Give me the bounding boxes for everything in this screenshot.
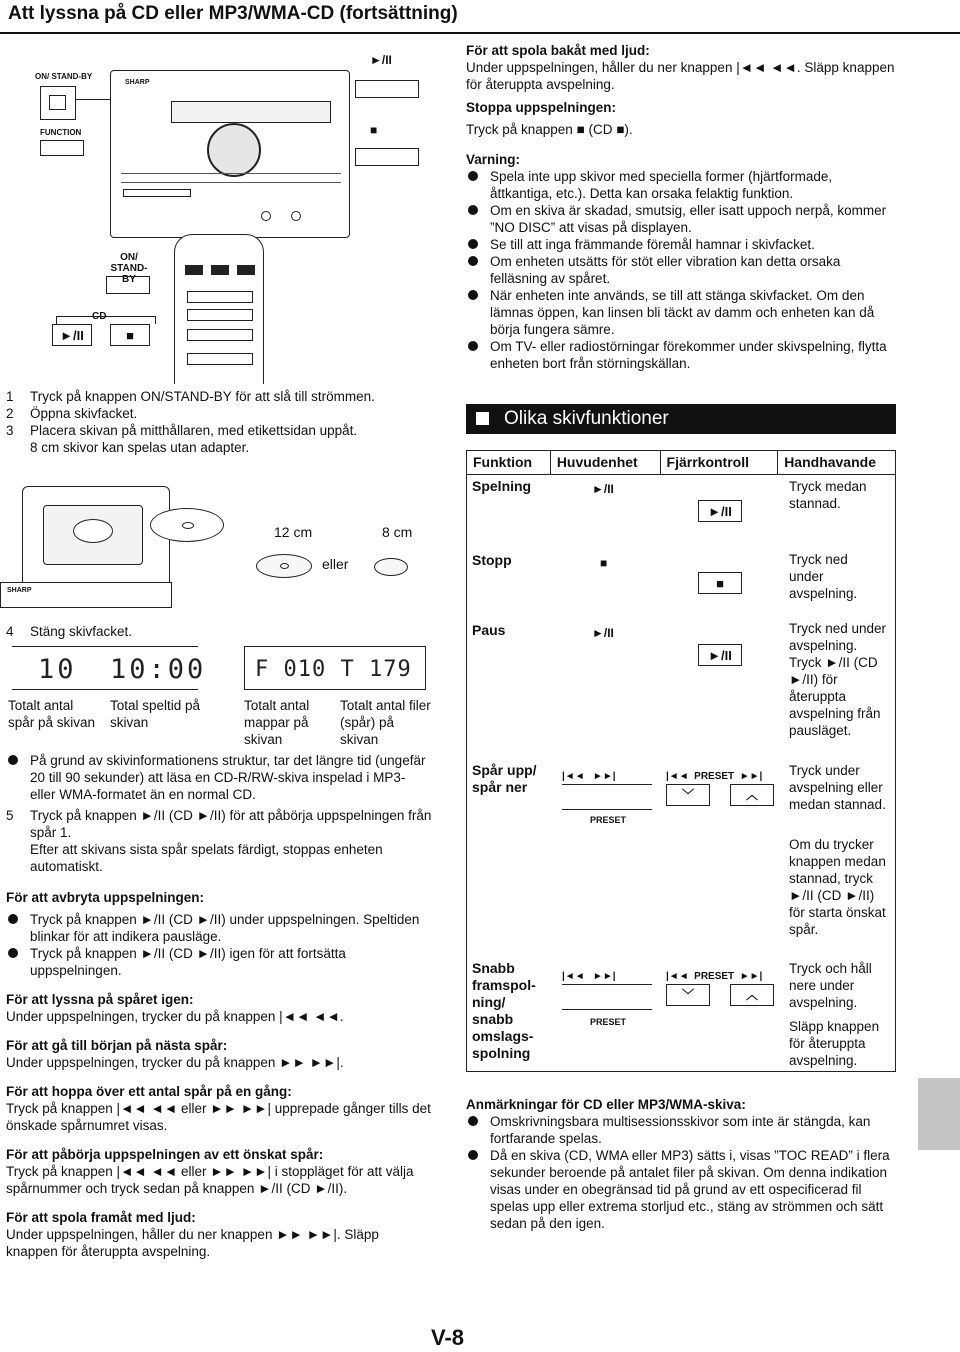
function-table <box>466 450 896 1072</box>
section-title: Olika skivfunktioner <box>504 408 669 429</box>
step-5 <box>6 807 434 841</box>
brand-logo-2: SHARP <box>7 587 32 594</box>
remote-play-button[interactable]: ►/II <box>52 324 92 346</box>
skip-text: Tryck på knappen |◄◄ ◄◄ eller ►► ►►| upprepade gånger tills det önskade spårnumret visas. <box>6 1101 431 1133</box>
title-rule <box>0 32 960 34</box>
display-tracks-value: 10 <box>38 654 77 685</box>
stop-text: Tryck på knappen ■ (CD ■). <box>466 122 633 137</box>
row-pause-func: Paus <box>472 622 506 638</box>
step-number: 3 <box>6 423 14 438</box>
display-caption-3: Totalt antal mappar på skivan <box>244 698 310 747</box>
step-3 <box>6 422 446 439</box>
step-3-note: 8 cm skivor kan spelas utan adapter. <box>30 440 250 455</box>
step-text: Öppna skivfacket. <box>30 406 138 421</box>
row-stop-remote-button: ■ <box>698 572 742 594</box>
row-fast-func: Snabb framspol- ning/ snabb omslags- spolning <box>472 960 536 1061</box>
forward-heading: För att spola framåt med ljud: <box>6 1210 196 1225</box>
row-skip-func: Spår upp/ spår ner <box>472 762 537 795</box>
main-unit <box>110 70 350 238</box>
repeat-heading: För att lyssna på spåret igen: <box>6 992 194 1007</box>
unit-top-open <box>22 486 170 596</box>
forward-text: Under uppspelningen, håller du ner knappen ►► ►►|. Släpp knappen för återuppta avspelning. <box>6 1227 379 1259</box>
row-skip-remote: |◄◄ PRESET ►►| <box>666 771 763 782</box>
section-thumb-tab <box>918 1078 960 1150</box>
repeat-text: Under uppspelningen, trycker du på knappen |◄◄ ◄◄. <box>6 1009 344 1024</box>
remote-key-row-4 <box>187 353 253 365</box>
figure-unit-remote <box>30 44 450 384</box>
disc-12cm <box>256 554 312 578</box>
unit-slot-callout <box>355 80 419 98</box>
row-skip-remote-up: ︿ <box>730 784 774 806</box>
start-track-heading: För att påbörja uppspelningen av ett önskat spår: <box>6 1147 324 1162</box>
remote-key-row-1 <box>187 291 253 303</box>
warning-item: Om en skiva är skadad, smutsig, eller isatt uppoch nerpå, kommer ”NO DISC” att visas på displayen. <box>466 202 896 236</box>
notes-block <box>466 1096 896 1232</box>
step-2 <box>6 405 446 422</box>
step-text: Tryck på knappen ON/STAND-BY för att slå till strömmen. <box>30 389 375 404</box>
warning-item: När enheten inte används, se till att stänga skivfacket. Om den lämnas öppen, kan linsen bli täckt av damm och enheten kan då börja fungera sämre. <box>466 287 896 338</box>
function-label: FUNCTION <box>40 128 82 137</box>
display-caption-2: Total speltid på skivan <box>110 698 201 730</box>
row-pause-main: ►/II <box>592 626 614 640</box>
steps-1-3 <box>6 388 446 456</box>
disc-8cm <box>374 558 408 576</box>
figure-disc-loading <box>0 478 460 618</box>
size-8cm-label: 8 cm <box>382 524 413 540</box>
row-stop-func: Stopp <box>472 552 512 568</box>
table-header-row <box>467 451 896 475</box>
size-12cm-label: 12 cm <box>274 524 313 540</box>
unit-play-label: ►/II <box>370 53 392 67</box>
warning-heading: Varning: <box>466 152 521 167</box>
row-fast-main-preset: PRESET <box>590 1017 627 1027</box>
warning-item: Spela inte upp skivor med speciella former (hjärtformade, åttkantiga, etc.). Detta kan orsaka felaktig funktion. <box>466 168 896 202</box>
warning-item: Om TV- eller radiostörningar förekommer under skivspelning, flytta enheten bort från störningskällan. <box>466 338 896 372</box>
on-standby-label: ON/ STAND-BY <box>35 72 93 81</box>
row-fast-op2: Släpp knappen för återuppta avspelning. <box>789 1019 880 1068</box>
row-stop-op: Tryck ned under avspelning. <box>789 552 858 601</box>
warning-item: Se till att inga främmande föremål hamnar i skivfacket. <box>466 236 896 253</box>
volume-knob <box>207 123 261 177</box>
th-main-unit: Huvudenhet <box>550 451 660 475</box>
remote-control <box>174 234 264 384</box>
row-pause-remote-button: ►/II <box>698 644 742 666</box>
notes-heading: Anmärkningar för CD eller MP3/WMA-skiva: <box>466 1097 746 1112</box>
section-header <box>466 404 896 434</box>
unit-slot-callout-2 <box>355 148 419 166</box>
row-play-remote-button: ►/II <box>698 500 742 522</box>
row-play-main: ►/II <box>592 482 614 496</box>
backward-heading: För att spola bakåt med ljud: <box>466 43 650 58</box>
row-skip-main: |◄◄ ►►| <box>562 771 616 782</box>
interrupt-heading: För att avbryta uppspelningen: <box>6 890 205 905</box>
display-panel-1 <box>12 646 207 690</box>
unit-control-row <box>121 173 341 183</box>
row-stop-main: ■ <box>600 556 608 570</box>
row-skip-main-preset: PRESET <box>590 815 627 825</box>
remote-cd-label: CD <box>92 311 107 322</box>
remote-cd-bracket <box>56 316 156 324</box>
disc-on-tray <box>73 519 113 543</box>
remote-on-standby-label: ON/ STAND-BY <box>110 252 148 285</box>
display-panel-2 <box>244 646 426 690</box>
row-fast-remote-up: ︿ <box>730 984 774 1006</box>
warning-item: Om enheten utsätts för stöt eller vibration kan detta orsaka felläsning av spåret. <box>466 253 896 287</box>
row-play-op: Tryck medan stannad. <box>789 479 867 511</box>
on-standby-callout <box>40 86 76 120</box>
step-number: 4 <box>6 624 14 639</box>
row-fast-op: Tryck och håll nere under avspelning. <box>789 961 872 1010</box>
th-function: Funktion <box>467 451 551 475</box>
row-skip-remote-down: ﹀ <box>666 784 710 806</box>
unit-front <box>0 582 172 608</box>
step-text: Placera skivan på mitthållaren, med etikettsidan uppåt. <box>30 423 358 438</box>
notes-item: Omskrivningsbara multisessionsskivor som inte är stängda, kan fortfarande spelas. <box>466 1113 896 1147</box>
step-1 <box>6 388 446 405</box>
next-text: Under uppspelningen, trycker du på knappen ►► ►►|. <box>6 1055 344 1070</box>
stop-heading: Stoppa uppspelningen: <box>466 100 616 115</box>
remote-on-standby-button[interactable] <box>106 276 150 294</box>
notes-item: Då en skiva (CD, WMA eller MP3) sätts i, visas ”TOC READ” i flera sekunder beroende på antalet filer på skivan. Om denna indikation visas under en obegränsad tid på grund av ett ospecificerad fil spelas upp eller extrema storljud etc., stäng av strömmen och sätt sedan på den igen. <box>466 1147 896 1232</box>
row-skip-op2: Om du trycker knappen medan stannad, tryck ►/II (CD ►/II) för starta önskat spår. <box>789 837 886 937</box>
step-text: Tryck på knappen ►/II (CD ►/II) för att påbörja uppspelningen från spår 1. <box>30 808 432 840</box>
th-operation: Handhavande <box>778 451 896 475</box>
remote-key-row-2 <box>187 309 253 321</box>
interrupt-bullet-2: Tryck på knappen ►/II (CD ►/II) igen för att fortsätta uppspelningen. <box>6 945 434 979</box>
unit-jack-1 <box>261 211 271 221</box>
row-fast-main-buttons <box>562 984 652 1010</box>
display-folders-files-value: F 010 T 179 <box>255 657 412 682</box>
step-number: 5 <box>6 808 14 823</box>
page-number: V-8 <box>431 1325 465 1350</box>
unit-slot <box>123 189 191 197</box>
row-pause-op: Tryck ned under avspelning. Tryck ►/II (CD ►/II) för återuppta avspelning från pausläget. <box>789 621 887 738</box>
or-label: eller <box>322 556 349 572</box>
row-skip-main-buttons <box>562 784 652 810</box>
mp3-note: På grund av skivinformationens struktur, tar det längre tid (ungefär 20 till 90 sekunder) att läsa en CD-R/RW-skiva inspelad i MP3- eller WMA-formatet än en normal CD. <box>6 752 434 803</box>
row-skip-op: Tryck under avspelning eller medan stannad. <box>789 763 886 812</box>
row-fast-remote: |◄◄ PRESET ►►| <box>666 971 763 982</box>
row-play-func: Spelning <box>472 478 532 494</box>
unit-display <box>171 101 331 123</box>
brand-logo: SHARP <box>125 79 150 86</box>
interrupt-bullet-1: Tryck på knappen ►/II (CD ►/II) under uppspelningen. Speltiden blinkar för att indikera pausläge. <box>6 911 434 945</box>
step-number: 1 <box>6 389 14 404</box>
step-4 <box>6 623 446 640</box>
page-title: Att lyssna på CD eller MP3/WMA-CD (fortsättning) <box>8 3 458 24</box>
start-track-text: Tryck på knappen |◄◄ ◄◄ eller ►► ►►| i stoppläget för att välja spårnummer och tryck sedan på knappen ►/II (CD ►/II). <box>6 1164 414 1196</box>
row-fast-remote-down: ﹀ <box>666 984 710 1006</box>
right-text-column <box>466 42 896 372</box>
skip-heading: För att hoppa över ett antal spår på en gång: <box>6 1084 292 1099</box>
unit-stop-label: ■ <box>370 123 378 137</box>
display-caption-1: Totalt antal spår på skivan <box>8 698 96 730</box>
remote-stop-button[interactable]: ■ <box>110 324 150 346</box>
left-text-column <box>6 752 434 1260</box>
disc-loose <box>150 508 224 542</box>
step-5-note: Efter att skivans sista spår spelats färdigt, stoppas enheten automatiskt. <box>30 842 383 874</box>
section-square-icon <box>476 412 489 425</box>
display-caption-4: Totalt antal filer (spår) på skivan <box>340 698 431 747</box>
next-heading: För att gå till början på nästa spår: <box>6 1038 228 1053</box>
th-remote: Fjärrkontroll <box>660 451 778 475</box>
display-time-value: 10:00 <box>110 654 207 685</box>
backward-text: Under uppspelningen, håller du ner knappen |◄◄ ◄◄. Släpp knappen för återuppta avspelning. <box>466 60 895 92</box>
row-fast-main: |◄◄ ►►| <box>562 971 616 982</box>
remote-key-row-3 <box>187 329 253 341</box>
function-callout <box>40 140 84 156</box>
step-text: Stäng skivfacket. <box>30 624 133 639</box>
unit-jack-2 <box>291 211 301 221</box>
step-number: 2 <box>6 406 14 421</box>
